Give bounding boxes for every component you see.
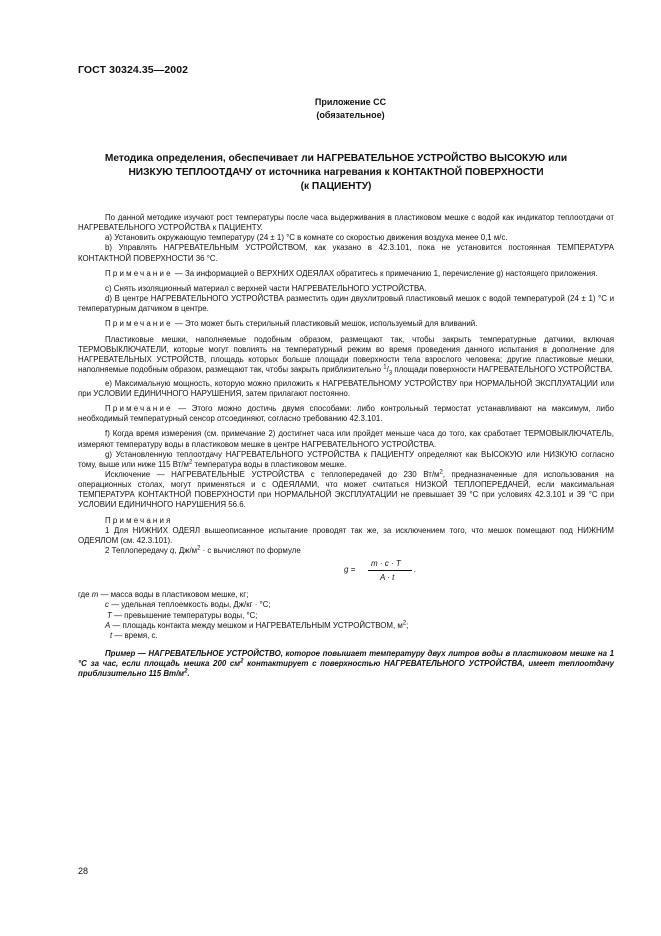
example-text-2: контактирует с поверхностью НАГРЕВАТЕЛЬНОГО УСТРОЙСТВА, имеет теплоотдачу приблизительно 115 Вт/м [78, 659, 614, 679]
definition-A [78, 621, 614, 631]
definition-A-end: ; [406, 620, 409, 630]
example-sup-1: 2 [240, 658, 244, 665]
bags-text-2: площади поверхности НАГРЕВАТЕЛЬНОГО УСТРОЙСТВА. [394, 365, 613, 375]
step-a: а) Установить окружающую температуру (24 ± 1) °С в комнате со скоростью движения воздуха менее 0,1 м/с. [105, 233, 508, 243]
notes-item-2-sup: 2 [197, 545, 201, 552]
definition-T-text: — превышение температуры воды, °С; [114, 610, 258, 620]
step-g-text-1: g) Установленную теплоотдачу НАГРЕВАТЕЛЬНОГО УСТРОЙСТВА к ПАЦИЕНТУ определяют как ВЫСОКУЮ или НИЗКУЮ согласно тому, выше или ниже 115 Вт/м [78, 449, 614, 469]
step-d: d) В центре НАГРЕВАТЕЛЬНОГО УСТРОЙСТВА разместить один двухлитровый пластиковый мешок с водой температурой (24 ± 1) °С и температурным датчиком в центре. [78, 294, 614, 314]
definition-A-sup: 2 [402, 620, 407, 627]
exception-sup: 2 [439, 469, 443, 476]
notes-item-2-text-2: , Дж/м [174, 546, 198, 556]
notes-item-2-text-1: 2 Теплопередачу [105, 546, 171, 556]
exception-text-1: Исключение — НАГРЕВАТЕЛЬНЫЕ УСТРОЙСТВА с теплопередачей до 230 Вт/м [105, 470, 440, 480]
annex-status: (обязательное) [316, 110, 385, 120]
formula-fraction-bar [368, 570, 412, 571]
standard-number: ГОСТ 30324.35—2002 [78, 64, 189, 76]
var-m: m [91, 590, 99, 600]
intro-paragraph: По данной методике изучают рост температуры после часа выдерживания в пластиковом мешке с водой как индикатор теплоотдачи от НАГРЕВАТЕЛЬНОГО УСТРОЙСТВА к ПАЦИЕНТУ. [78, 213, 614, 233]
bags-text-1: Пластиковые мешки, наполняемые подобным образом, размещают так, чтобы закрыть температурные датчики, включая ТЕРМОВЫКЛЮЧАТЕЛИ, которые могут повлиять на температурный режим во время проведения данного испытания в дополнение для НАГРЕВАТЕЛЬНЫХ УСТРОЙСТВ, площадь которых больше площади поверхности тела взрослого человека; другие пластиковые мешки, наполняемые подобным образом, размещают так, чтобы закрыть приблизительно [78, 334, 614, 375]
definition-prefix: где [78, 590, 90, 600]
section-title-line-2: НИЗКУЮ ТЕПЛООТДАЧУ от источника нагревания к КОНТАКТНОЙ ПОВЕРХНОСТИ [128, 167, 544, 178]
formula-denominator: A · t [380, 573, 395, 583]
definition-A-text: — площадь контакта между мешком и НАГРЕВАТЕЛЬНЫМ УСТРОЙСТВОМ, м [112, 620, 403, 630]
note-3-label: Примечание [105, 404, 173, 414]
section-title-line-3: (к ПАЦИЕНТУ) [300, 181, 372, 192]
note-3-text: — Этого можно достичь двумя способами: либо контрольный термостат устанавливают на максимум, либо необходимый температурный сенсор отсоединяют, согласно требованию 42.3.101. [78, 404, 614, 424]
definition-c [78, 600, 614, 610]
note-1 [78, 269, 614, 279]
note-2-text: — Это может быть стерильный пластиковый мешок, используемый для вливаний. [174, 319, 478, 329]
definition-t [78, 631, 614, 641]
example-sup-2: 2 [184, 668, 188, 675]
note-2-label: Примечание [105, 319, 173, 329]
definition-m-text: — масса воды в пластиковом мешке, кг; [100, 590, 249, 600]
formula-lhs: g = [344, 565, 356, 575]
annex-heading [0, 96, 661, 122]
step-e: е) Максимальную мощность, которую можно приложить к НАГРЕВАТЕЛЬНОМУ УСТРОЙСТВУ при НОРМАЛЬНОЙ ЭКСПЛУАТАЦИИ или при УСЛОВИИ ЕДИНИЧНОГО НАРУШЕНИЯ, затем прилагают постоянно. [78, 378, 614, 398]
note-1-label: Примечание [105, 268, 173, 278]
notes-item-1: 1 Для НИЖНИХ ОДЕЯЛ вышеописанное испытание проводят так же, за исключением того, что мешок помещают под НИЖНИМ ОДЕЯЛОМ (см. 42.3.101). [78, 525, 614, 545]
var-t: t [110, 630, 113, 640]
definition-c-text: — удельная теплоемкость воды, Дж/кг · °С; [111, 600, 271, 610]
definition-m [78, 590, 614, 600]
heat-transfer-formula [78, 556, 614, 590]
note-2 [78, 319, 614, 329]
formula-end: . [414, 565, 417, 575]
annex-title: Приложение СС [314, 97, 387, 107]
step-g-sup: 2 [188, 459, 193, 466]
example-text-3: . [187, 669, 190, 679]
formula-definitions [78, 590, 614, 641]
example-paragraph [78, 649, 614, 679]
exception-text-2: , предназначенные для использования на операционных столах, могут применяться и с ОДЕЯЛАМИ, что может считаться НИЗКОЙ ТЕПЛОПЕРЕДАЧЕЙ, если максимальная ТЕМПЕРАТУРА КОНТАКТНОЙ ПОВЕРХНОСТИ при НОРМАЛЬНОЙ ЭКСПЛУАТАЦИИ не превышает 39 °С при условиях 42.3.101 и 39 °С при УСЛОВИИ ЕДИНИЧНОГО НАРУШЕНИЯ 56.6. [78, 470, 614, 510]
notes-heading: Примечания [105, 515, 173, 525]
notes-item-2-var: q [170, 546, 175, 556]
section-title-line-1: Методика определения, обеспечивает ли НАГРЕВАТЕЛЬНОЕ УСТРОЙСТВО ВЫСОКУЮ или [104, 153, 568, 164]
document-body [78, 213, 614, 680]
formula-numerator: m · c · T [371, 559, 401, 569]
page-number: 28 [78, 866, 89, 876]
step-g [78, 450, 614, 470]
notes-item-2-text-3: · с вычисляют по формуле [200, 546, 301, 556]
note-1-text: — За информацией о ВЕРХНИХ ОДЕЯЛАХ обратитесь к примечанию 1, перечисление g) настоящего приложения. [174, 268, 598, 278]
var-T: Т [107, 610, 112, 620]
step-c: с) Снять изоляционный материал с верхней части НАГРЕВАТЕЛЬНОГО УСТРОЙСТВА. [105, 283, 427, 293]
var-c: с [105, 600, 109, 610]
definition-t-text: — время, с. [114, 630, 158, 640]
step-b: b) Управлять НАГРЕВАТЕЛЬНЫМ УСТРОЙСТВОМ, как указано в 42.3.101, пока не установится постоянная ТЕМПЕРАТУРА КОНТАКТНОЙ ПОВЕРХНОСТИ 36 °С. [78, 243, 614, 263]
bags-paragraph: Пластиковые мешки, наполняемые подобным образом, размещают так, чтобы закрыть температурные датчики, включая ТЕРМОВЫКЛЮЧАТЕЛИ, которые могут повлиять на температурный режим во время проведения данного испытания в дополнение для НАГРЕВАТЕЛЬНЫХ УСТРОЙСТВ, площадь которых больше площади поверхности тела взрослого человека; другие пластиковые мешки, наполняемые подобным образом, размещают так, чтобы закрыть приблизительно $^1/_3$ площади поверхности НАГРЕВАТЕЛЬНОГО УСТРОЙСТВА. [78, 334, 614, 377]
definition-T [78, 611, 614, 621]
note-3 [78, 404, 614, 424]
var-A: А [105, 620, 111, 630]
exception-paragraph [78, 470, 614, 511]
step-g-text-2: температура воды в пластиковом мешке. [192, 459, 347, 469]
fraction-numerator: 1 [383, 364, 387, 371]
fraction-denominator: 3 [388, 370, 393, 377]
example-text-1: Пример — НАГРЕВАТЕЛЬНОЕ УСТРОЙСТВО, которое повышает температуру двух литров воды в пластиковом мешке на 1 °С за час, если площадь мешка 200 см [78, 649, 614, 669]
section-title [86, 152, 586, 194]
step-f: f) Когда время измерения (см. примечание 2) достигнет часа или пройдет меньше часа до того, как сработает ТЕРМОВЫКЛЮЧАТЕЛЬ, измеряют температуру воды в пластиковом мешке в центре НАГРЕВАТЕЛЬНОГО УСТРОЙСТВА. [78, 429, 614, 449]
notes-item-2 [78, 546, 614, 556]
